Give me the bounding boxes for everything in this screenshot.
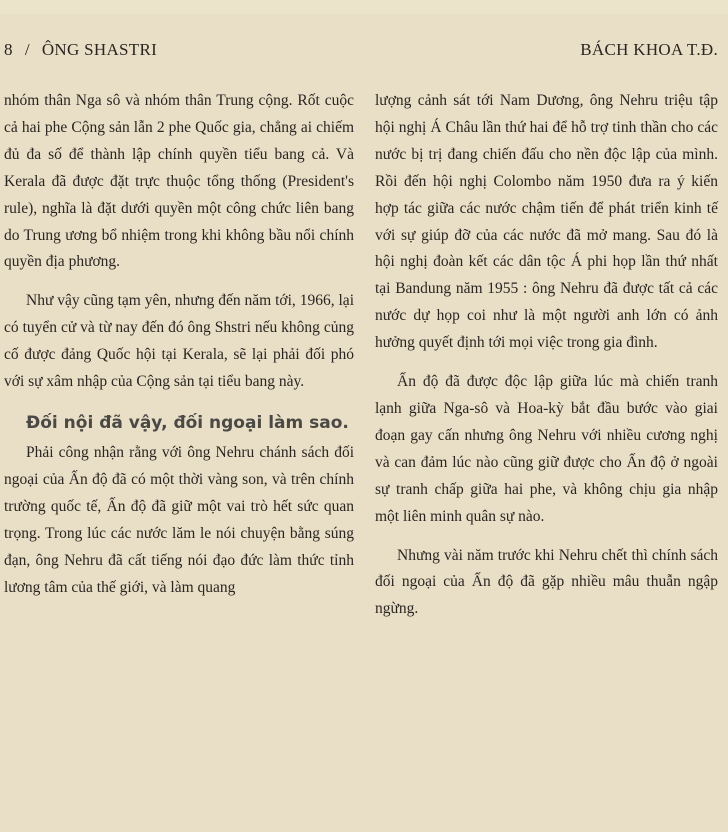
right-paragraph-3: Nhưng vài năm trước khi Nehru chết thì chính sách đối ngoại của Ấn độ đã gặp nhiều mâu thuẫn ngập ngừng.	[375, 546, 718, 618]
right-column	[375, 88, 718, 623]
section-heading: Đối nội đã vậy, đối ngoại làm sao.	[26, 412, 349, 433]
left-paragraph-2: Như vậy cũng tạm yên, nhưng đến năm tới, 1966, lại có tuyển cử và từ nay đến đó ông Shstri nếu không củng cố được đảng Quốc hội tại Kerala, sẽ lại phải đối phó với sự xâm nhập của Cộng sản tại tiểu bang này.	[4, 292, 354, 391]
running-header	[0, 36, 728, 68]
left-paragraph-1: nhóm thân Nga sô và nhóm thân Trung cộng. Rốt cuộc cả hai phe Cộng sản lẫn 2 phe Quốc gia, chẳng ai chiếm đủ đa số để thành lập chính quyền tiểu bang cả. Và Kerala đã được đặt trực thuộc tổng thống (President's rule), nghĩa là đặt dưới quyền một công chức liên bang do Trung ương bổ nhiệm trong khi không bầu nổi chính quyền địa phương.	[4, 92, 354, 271]
section-title: ÔNG SHASTRI	[41, 40, 158, 59]
page-top-edge	[0, 0, 728, 14]
header-left	[4, 40, 157, 60]
left-paragraph-3: Phải công nhận rằng với ông Nehru chánh sách đối ngoại của Ấn độ đã có một thời vàng son, và trên chính trường quốc tế, Ấn độ đã giữ một vai trò hết sức quan trọng. Trong lúc các nước lăm le nói chuyện bằng súng đạn, ông Nehru đã cất tiếng nói đạo đức làm thức tỉnh lương tâm của thế giới, và làm quang	[4, 443, 354, 596]
publication-title: BÁCH KHOA T.Đ.	[580, 40, 718, 59]
header-separator: /	[24, 40, 30, 59]
left-column	[4, 88, 354, 601]
right-paragraph-1: lượng cảnh sát tới Nam Dương, ông Nehru triệu tập hội nghị Á Châu lần thứ hai để hỗ trợ tinh thần cho các nước bị trị đang chiến đấu cho nền độc lập của mình. Rồi đến hội nghị Colombo năm 1950 đưa ra ý kiến hợp tác giữa các nước chậm tiến để phát triển kinh tế với sự giúp đỡ của các nước đã mở mang. Sau đó là hội nghị đoàn kết các dân tộc Á phi họp lần thứ nhất tại Bandung năm 1955 : ông Nehru đã được tất cả các nước dự họp coi như là một người anh lớn có ảnh hưởng quyết định tới mọi việc trong gia đình.	[375, 92, 718, 352]
right-paragraph-2: Ấn độ đã được độc lập giữa lúc mà chiến tranh lạnh giữa Nga-sô và Hoa-kỳ bắt đầu bước vào giai đoạn gay cấn nhưng ông Nehru với nhiều cương nghị và can đảm lúc nào cũng giữ được cho Ấn độ ở ngoài sự tranh chấp giữa hai phe, và không chịu gia nhập một liên minh quân sự nào.	[375, 373, 718, 525]
page-number: 8	[4, 40, 13, 59]
